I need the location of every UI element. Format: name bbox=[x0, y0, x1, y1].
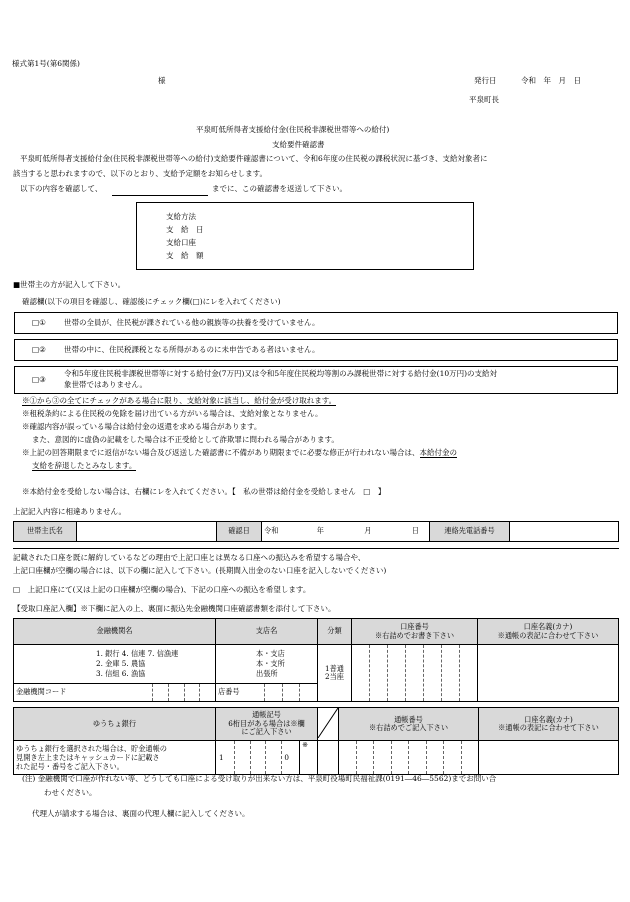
account-number-sub: ※右詰めでお書き下さい bbox=[374, 630, 455, 640]
issuer: 平泉町長 bbox=[469, 95, 499, 104]
yucho-table bbox=[13, 707, 619, 775]
check-text-2: 世帯の中に、住民税課税となる所得があるのに未申告である者はいません。 bbox=[64, 345, 320, 354]
intro-line-3b: までに、この確認書を返送して下さい。 bbox=[212, 184, 347, 193]
check-intro: 確認欄(以下の項目を確認し、確認後にチェック欄(□)にレを入れてください) bbox=[22, 297, 281, 306]
day-label: 日 bbox=[411, 526, 419, 536]
document-title: 平泉町低所得者支援給付金(住民税非課税世帯等への給付) bbox=[196, 125, 390, 134]
yucho-symbol-header bbox=[216, 708, 318, 741]
yucho-description bbox=[14, 741, 216, 775]
payment-account-label: 支給口座 bbox=[166, 238, 196, 247]
intro-line-2: 該当すると思われますので、以下のとおり、支給予定額をお知らせします。 bbox=[13, 169, 268, 178]
branch-code-label: 店番号 bbox=[218, 687, 240, 697]
branch-header: 支店名 bbox=[216, 619, 318, 645]
account-note-1: 記載された口座を既に解約しているなどの理由で上記口座とは異なる口座への振込みを希望する場合や、 bbox=[13, 553, 366, 562]
note-5c-text: 支給を辞退したとみなします。 bbox=[32, 461, 137, 470]
decline-line[interactable]: ※本給付金を受給しない場合は、右欄にレを入れてください。【 私の世帯は給付金を受給しません □ 】 bbox=[22, 487, 386, 496]
check-row-3 bbox=[14, 366, 618, 394]
check-row-1 bbox=[14, 312, 618, 334]
account-note-2: 上記口座欄が空欄の場合には、以下の欄に記入して下さい。(長期間入出金のない口座を記入しないでください) bbox=[13, 566, 387, 575]
yucho-symbol-mark: ※ bbox=[299, 741, 317, 774]
confirm-line: 上記記入内容に相違ありません。 bbox=[13, 507, 126, 516]
branch-option-1: 本・支店 bbox=[256, 649, 285, 659]
yucho-number-title: 通帳番号 bbox=[394, 714, 423, 724]
yucho-number-header bbox=[339, 708, 479, 741]
yucho-gap bbox=[318, 741, 339, 775]
note-5a: ※上記の回答期限までに返信がない場合及び返送した確認書に不備があり期限までに必要な修正が行われない場合は、 bbox=[22, 448, 420, 457]
yucho-name-header bbox=[479, 708, 619, 741]
note-3: ※確認内容が誤っている場合は給付金の返還を求める場合があります。 bbox=[22, 422, 262, 431]
institution-header: 金融機関名 bbox=[14, 619, 216, 645]
payment-date-label: 支 給 日 bbox=[166, 225, 204, 234]
phone-field[interactable] bbox=[510, 522, 619, 542]
note-2: ※租税条約による住民税の免除を届け出ている方がいる場合は、支給対象となりません。 bbox=[22, 409, 323, 418]
document-subtitle: 支給要件確認書 bbox=[272, 140, 325, 149]
branch-code-field[interactable] bbox=[216, 683, 318, 701]
yucho-name-sub: ※通帳の表記に合わせて下さい bbox=[498, 723, 599, 733]
account-number-title: 口座番号 bbox=[400, 622, 429, 632]
note-1a bbox=[22, 397, 336, 406]
section-divider bbox=[13, 548, 619, 549]
month-label: 月 bbox=[364, 526, 372, 536]
era-label: 令和 bbox=[264, 526, 279, 536]
intro-line-1: 平泉町低所得者支援給付金(住民税非課税世帯等への給付)支給要件確認書について、令和6年度の住民税の課税状況に基づき、支給対象者に bbox=[20, 154, 488, 163]
branch-field[interactable] bbox=[216, 645, 318, 684]
footnote-1: (注) 金融機関で口座が作れない等、どうしても口座による受け取りが出来ない方は、平泉町役場町民福祉課(0191―46―5562)までお問い合 bbox=[22, 774, 497, 783]
type-option-2: 2当座 bbox=[325, 672, 344, 681]
confirm-date-field[interactable] bbox=[262, 522, 430, 542]
note-5b: 本給付金の bbox=[419, 448, 457, 457]
institution-field[interactable] bbox=[14, 645, 216, 684]
year-label: 年 bbox=[316, 526, 324, 536]
note-4: また、意図的に虚偽の記載をした場合は不正受給として詐欺罪に問われる場合があります。 bbox=[32, 435, 339, 444]
type-field[interactable] bbox=[318, 645, 352, 702]
institution-option-1: 1. 銀行 4. 信連 7. 信漁連 bbox=[96, 649, 179, 659]
payment-method-label: 支給方法 bbox=[166, 212, 196, 221]
yucho-symbol-sub1: 6桁目がある場合は※欄 bbox=[228, 718, 305, 728]
type-header: 分類 bbox=[318, 619, 352, 645]
check-text-3a: 令和5年度住民税非課税世帯等に対する給付金(7万円)又は令和5年度住民税均等割のみ課税世帯に対する給付金(10万円)の支給対 bbox=[64, 369, 498, 378]
payment-info-box bbox=[136, 202, 474, 270]
branch-option-2: 本・支所 bbox=[256, 658, 285, 668]
check-text-3b: 象世帯ではありません。 bbox=[64, 380, 147, 389]
yucho-symbol-first: 1 bbox=[219, 752, 224, 762]
note-1a-text: ※①から③の全てにチェックがある場合に限り、支給対象に該当し、 bbox=[22, 396, 255, 405]
addressee: 様 bbox=[158, 76, 166, 85]
yucho-desc-1: ゆうちょ銀行を選択された場合は、貯金通帳の bbox=[16, 743, 167, 753]
householder-note: ■世帯主の方が記入して下さい。 bbox=[13, 280, 126, 289]
yucho-symbol-last: 0 bbox=[281, 741, 299, 774]
check-text-1: 世帯の全員が、住民税が課されている他の親族等の扶養を受けていません。 bbox=[64, 318, 320, 327]
form-number: 様式第1号(第6関係) bbox=[12, 59, 80, 68]
yucho-diagonal bbox=[318, 708, 339, 741]
yucho-symbol-sub2: にご記入下さい bbox=[241, 727, 292, 737]
institution-option-2: 2. 金庫 5. 農協 bbox=[96, 658, 146, 668]
institution-code-field[interactable] bbox=[14, 683, 216, 701]
issue-label: 発行日 bbox=[474, 76, 497, 85]
yucho-desc-3: れた記号・番号をご記入下さい。 bbox=[16, 762, 124, 772]
signature-table bbox=[13, 521, 619, 542]
agent-note: 代理人が請求する場合は、裏面の代理人欄に記入してください。 bbox=[32, 809, 250, 818]
yucho-number-field[interactable] bbox=[339, 741, 479, 775]
deadline-blank[interactable] bbox=[112, 195, 208, 196]
check-box-1[interactable]: □① bbox=[32, 318, 46, 327]
receive-account-title: 【受取口座記入欄】※下欄に記入の上、裏面に振込先金融機関口座確認書類を添付して下さい。 bbox=[13, 604, 336, 613]
check-box-2[interactable]: □② bbox=[32, 345, 46, 354]
institution-code-label: 金融機関コード bbox=[16, 687, 67, 697]
diagonal-line bbox=[318, 708, 338, 738]
yucho-symbol-title: 通帳記号 bbox=[252, 710, 281, 720]
account-number-field[interactable] bbox=[352, 645, 478, 702]
householder-name-label: 世帯主氏名 bbox=[14, 522, 77, 542]
yucho-bank-header: ゆうちょ銀行 bbox=[14, 708, 216, 741]
account-name-title: 口座名義(カナ) bbox=[523, 622, 573, 632]
note-1b-text: 給付金が受け取れます。 bbox=[254, 396, 337, 405]
branch-option-3: 出張所 bbox=[256, 668, 278, 678]
issue-date: 令和 年 月 日 bbox=[521, 76, 581, 85]
payment-amount-label: 支 給 額 bbox=[166, 251, 204, 260]
bank-account-table bbox=[13, 618, 619, 702]
householder-name-field[interactable] bbox=[77, 522, 217, 542]
account-name-header bbox=[478, 619, 619, 645]
account-number-header bbox=[352, 619, 478, 645]
account-check[interactable]: □ 上記口座にて(又は上記の口座欄が空欄の場合)、下記の口座への振込を希望します。 bbox=[13, 585, 311, 594]
yucho-name-field[interactable] bbox=[479, 741, 619, 775]
yucho-symbol-field[interactable] bbox=[216, 741, 318, 775]
check-row-2 bbox=[14, 339, 618, 361]
yucho-name-title: 口座名義(カナ) bbox=[524, 714, 573, 724]
note-5c bbox=[32, 462, 136, 471]
confirm-date-label: 確認日 bbox=[217, 522, 262, 542]
type-option-1: 1普通 bbox=[325, 663, 344, 673]
account-name-field[interactable] bbox=[478, 645, 619, 702]
institution-option-3: 3. 信組 6. 漁協 bbox=[96, 668, 146, 678]
footnote-2: わせください。 bbox=[44, 788, 97, 797]
account-name-sub: ※通帳の表記に合わせて下さい bbox=[497, 630, 599, 640]
intro-line-3a: 以下の内容を確認して、 bbox=[20, 184, 103, 193]
yucho-number-sub: ※右詰めでご記入下さい bbox=[368, 723, 449, 733]
phone-label: 連絡先電話番号 bbox=[430, 522, 510, 542]
yucho-desc-2: 見開き左上またはキャッシュカードに記載さ bbox=[16, 753, 160, 763]
note-5 bbox=[22, 449, 457, 458]
check-box-3[interactable]: □③ bbox=[32, 375, 46, 384]
